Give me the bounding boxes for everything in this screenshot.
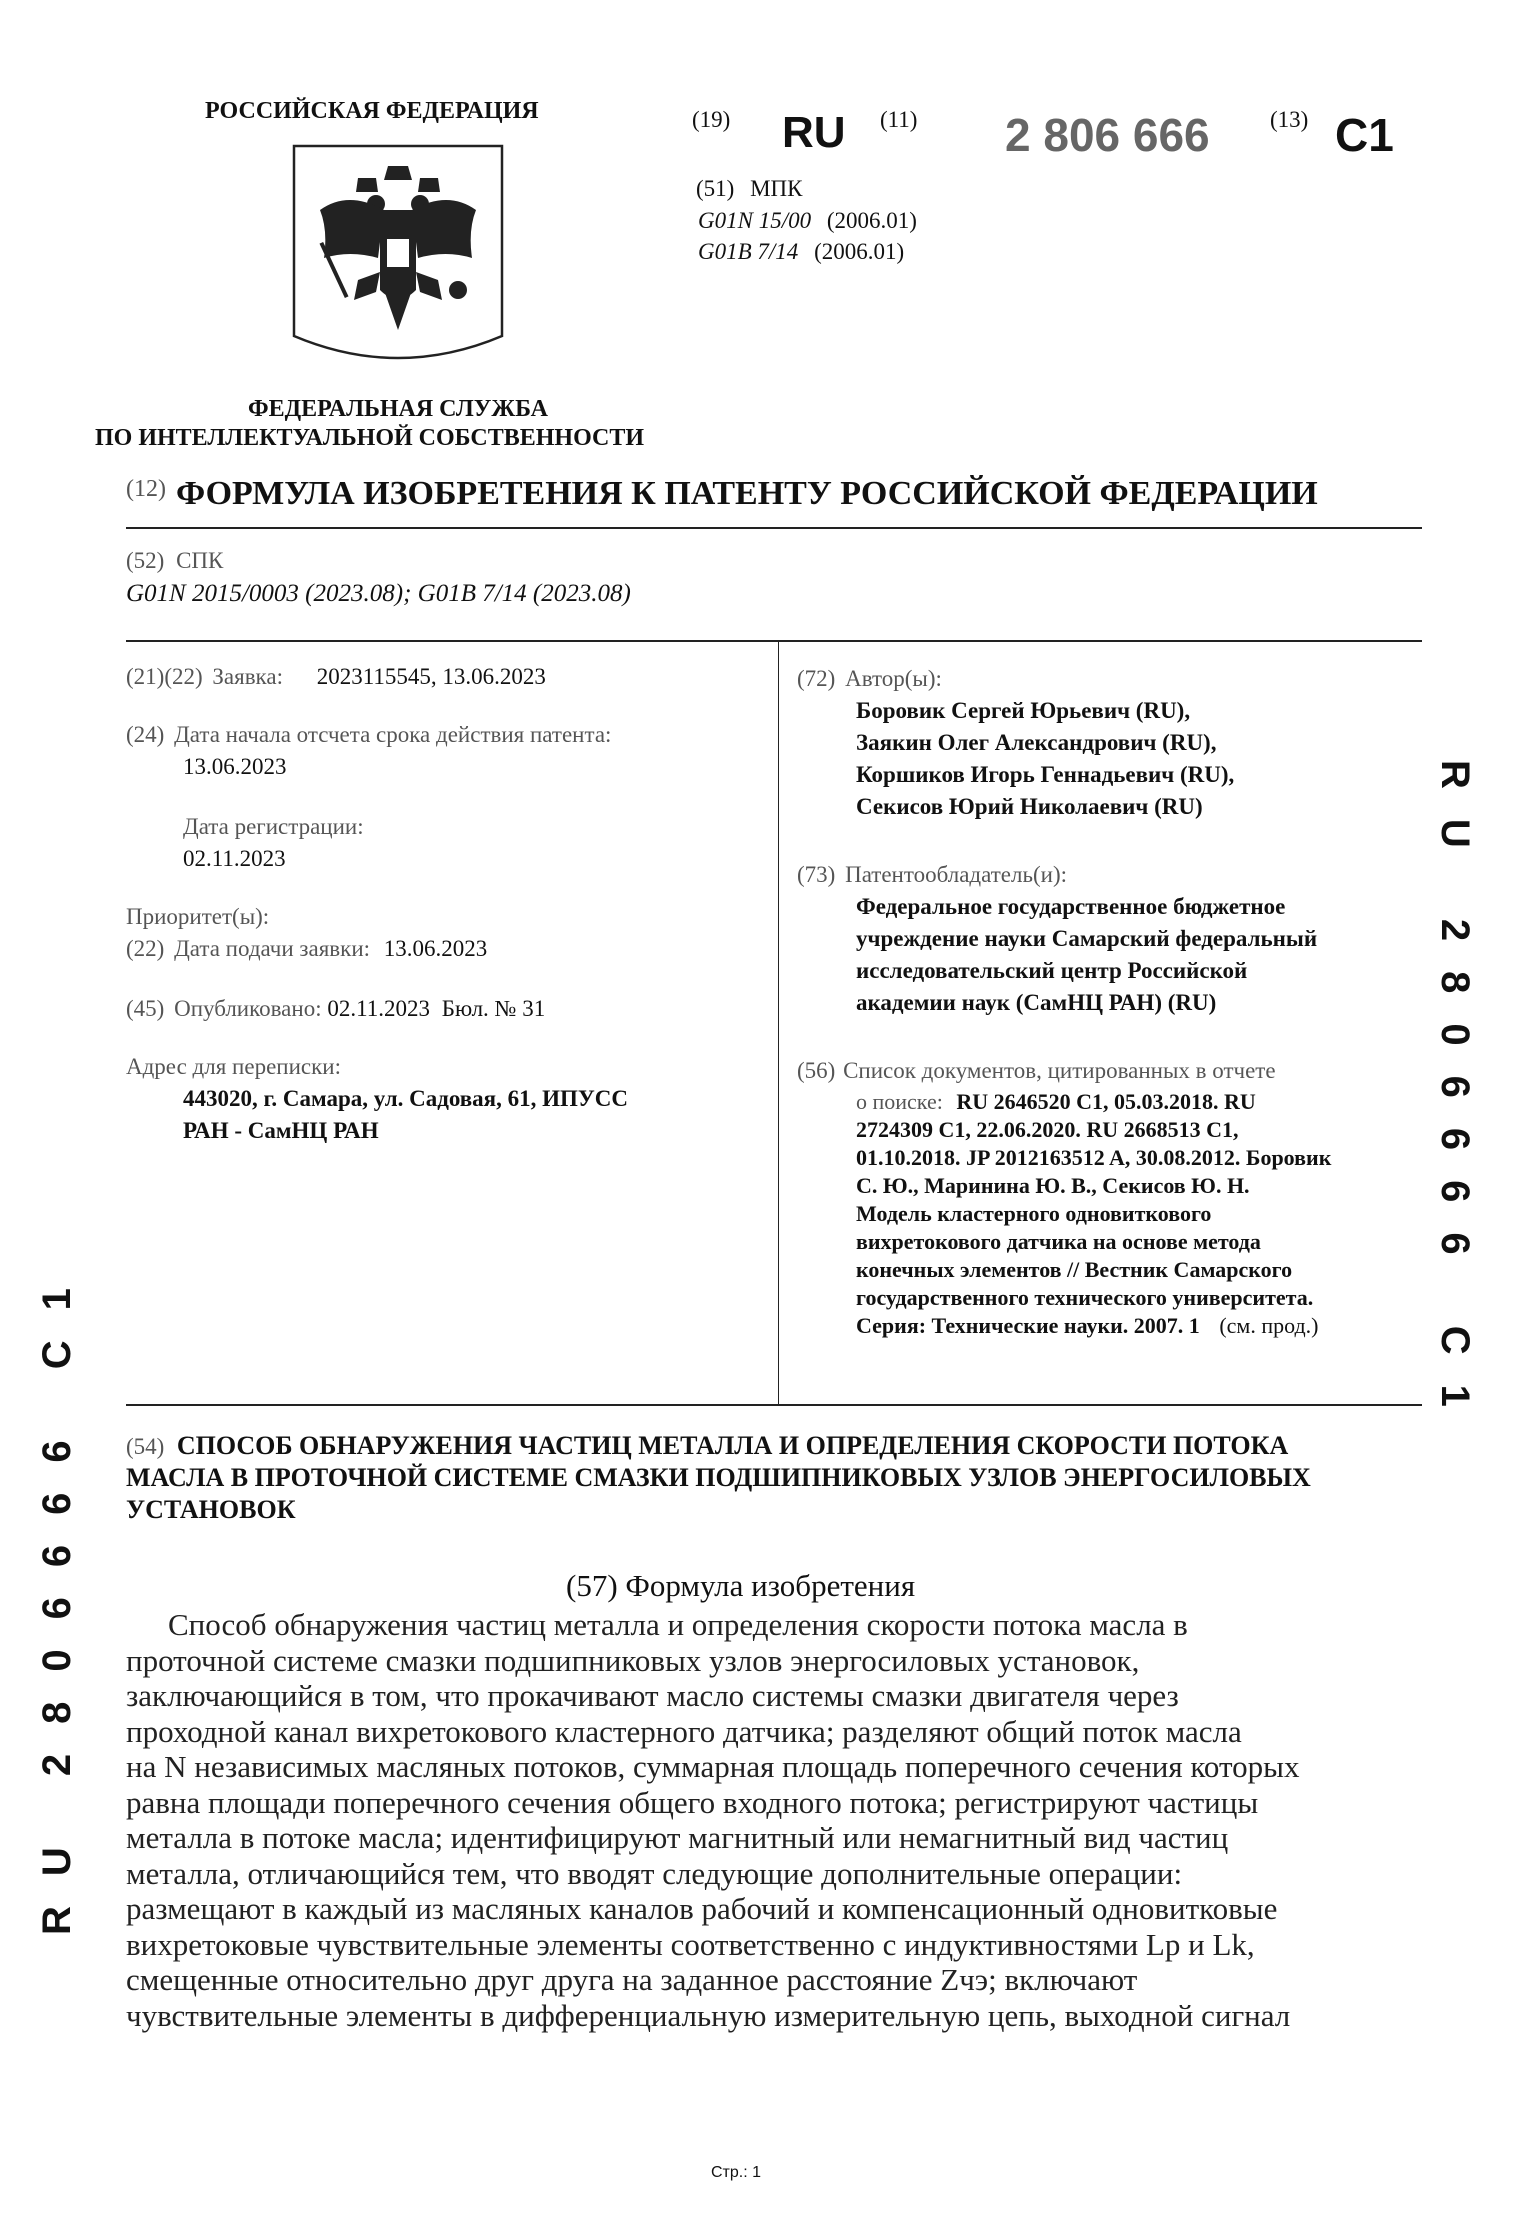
spk-code: (52) bbox=[126, 548, 165, 573]
cited-line-2: 2724309 C1, 22.06.2020. RU 2668513 C1, bbox=[856, 1117, 1239, 1142]
invention-code: (54) bbox=[126, 1434, 165, 1459]
spk-label: СПК bbox=[176, 548, 224, 573]
invention-title-line-3: УСТАНОВОК bbox=[126, 1495, 296, 1524]
page-number: Стр.: 1 bbox=[711, 2164, 762, 2181]
formula-line: смещенные относительно друг друга на заданное расстояние Zчэ; включают bbox=[126, 1962, 1138, 1997]
filing-value: 13.06.2023 bbox=[383, 936, 488, 961]
mpk-code: (51) bbox=[696, 176, 735, 201]
start-date-code: (24) bbox=[126, 722, 165, 747]
agency-line-2: ПО ИНТЕЛЛЕКТУАЛЬНОЙ СОБСТВЕННОСТИ bbox=[95, 425, 645, 451]
spk-value: G01N 2015/0003 (2023.08); G01B 7/14 (2023.08) bbox=[126, 580, 631, 607]
mpk-entry-2 bbox=[698, 237, 904, 267]
formula-text bbox=[126, 1607, 1421, 2033]
formula-line: чувствительные элементы в дифференциальную измерительную цепь, выходной сигнал bbox=[126, 1997, 1291, 2033]
cited-line-7: конечных элементов // Вестник Самарского bbox=[856, 1257, 1293, 1282]
patent-number: 2 806 666 bbox=[1005, 109, 1210, 161]
authors-heading bbox=[797, 664, 942, 694]
spk-heading bbox=[126, 546, 223, 576]
cited-line-4: С. Ю., Маринина Ю. В., Секисов Ю. Н. bbox=[856, 1173, 1250, 1198]
coat-of-arms-emblem bbox=[288, 140, 508, 370]
formula-heading: (57) Формула изобретения bbox=[566, 1568, 916, 1603]
formula-line: на N независимых масляных потоков, суммарная площадь поперечного сечения которых bbox=[126, 1749, 1300, 1784]
published-value: 02.11.2023 bbox=[327, 996, 430, 1021]
application-label: Заявка: bbox=[212, 664, 283, 689]
owner-line-1: Федеральное государственное бюджетное bbox=[856, 894, 1286, 919]
owner-line-4: академии наук (СамНЦ РАН) (RU) bbox=[856, 990, 1217, 1015]
invention-title-text-1: СПОСОБ ОБНАРУЖЕНИЯ ЧАСТИЦ МЕТАЛЛА И ОПРЕДЕЛЕНИЯ СКОРОСТИ ПОТОКА bbox=[176, 1431, 1289, 1460]
cited-line-1 bbox=[856, 1088, 1256, 1116]
application-code: (21)(22) bbox=[126, 664, 203, 689]
section-divider-bottom bbox=[126, 1404, 1422, 1406]
owner-label: Патентообладатель(и): bbox=[845, 862, 1067, 887]
author-2: Заякин Олег Александрович (RU), bbox=[856, 730, 1217, 755]
start-date-row bbox=[126, 720, 611, 750]
bulletin-value: Бюл. № 31 bbox=[441, 996, 546, 1021]
formula-line: металла, отличающийся тем, что вводят следующие дополнительные операции: bbox=[126, 1855, 1183, 1891]
application-value: 2023115545, 13.06.2023 bbox=[316, 664, 546, 689]
cited-docs-code: (56) bbox=[797, 1058, 836, 1083]
published-row bbox=[126, 994, 545, 1024]
mpk-version-1: (2006.01) bbox=[826, 208, 917, 233]
mpk-code-1: G01N 15/00 bbox=[698, 208, 812, 233]
address-line-1: 443020, г. Самара, ул. Садовая, 61, ИПУСС bbox=[183, 1086, 629, 1111]
left-side-patent-text: RU 2806666 C1 bbox=[35, 1258, 79, 1935]
title-code: (12) bbox=[126, 476, 166, 502]
formula-line: Способ обнаружения частиц металла и определения скорости потока масла в bbox=[168, 1607, 1188, 1642]
owner-code: (73) bbox=[797, 862, 836, 887]
published-label: Опубликовано: bbox=[174, 996, 322, 1021]
document-title bbox=[126, 475, 1318, 513]
author-3: Коршиков Игорь Геннадьевич (RU), bbox=[856, 762, 1235, 787]
author-4: Секисов Юрий Николаевич (RU) bbox=[856, 794, 1203, 819]
cited-line-6: вихретокового датчика на основе метода bbox=[856, 1229, 1261, 1254]
cited-line-3: 01.10.2018. JP 2012163512 A, 30.08.2012. Боровик bbox=[856, 1145, 1332, 1170]
formula-line: равна площади поперечного сечения общего входного потока; регистрируют частицы bbox=[126, 1784, 1259, 1820]
owner-line-3: исследовательский центр Российской bbox=[856, 958, 1248, 983]
agency-line-1: ФЕДЕРАЛЬНАЯ СЛУЖБА bbox=[248, 396, 548, 422]
formula-line: металла в потоке масла; идентифицируют магнитный или немагнитный вид частиц bbox=[126, 1820, 1229, 1855]
kind-code: C1 bbox=[1335, 109, 1394, 161]
authors-code: (72) bbox=[797, 666, 836, 691]
registration-value: 02.11.2023 bbox=[183, 846, 286, 871]
right-side-patent-text: RU 2806666 C1 bbox=[1433, 760, 1477, 1437]
formula-line: проходной канал вихретокового кластерного датчика; разделяют общий поток масла bbox=[126, 1713, 1242, 1749]
published-code: (45) bbox=[126, 996, 165, 1021]
code-19: (19) bbox=[692, 107, 731, 132]
filing-row bbox=[126, 934, 487, 964]
mpk-code-2: G01B 7/14 bbox=[698, 239, 799, 264]
start-date-value: 13.06.2023 bbox=[183, 754, 287, 779]
title-divider bbox=[126, 527, 1422, 529]
cited-docs-heading bbox=[797, 1056, 1276, 1086]
formula-line: заключающийся в том, что прокачивают масло системы смазки двигателя через bbox=[126, 1678, 1179, 1713]
cited-continued: (см. прод.) bbox=[1219, 1313, 1319, 1338]
author-1: Боровик Сергей Юрьевич (RU), bbox=[856, 698, 1191, 723]
cited-line-1-value: RU 2646520 C1, 05.03.2018. RU bbox=[956, 1089, 1256, 1114]
column-divider bbox=[778, 642, 779, 1404]
address-label: Адрес для переписки: bbox=[126, 1054, 341, 1079]
filing-label: Дата подачи заявки: bbox=[174, 936, 371, 961]
code-13: (13) bbox=[1270, 107, 1309, 132]
authors-label: Автор(ы): bbox=[845, 666, 942, 691]
cited-line-1-label: о поиске: bbox=[856, 1089, 943, 1114]
code-11: (11) bbox=[880, 107, 918, 132]
mpk-label: МПК bbox=[750, 176, 803, 201]
section-divider-top bbox=[126, 640, 1422, 642]
country-code: RU bbox=[782, 108, 846, 157]
mpk-version-2: (2006.01) bbox=[814, 239, 905, 264]
country-name: РОССИЙСКАЯ ФЕДЕРАЦИЯ bbox=[205, 98, 539, 124]
invention-title-line-1 bbox=[126, 1430, 1288, 1463]
cited-docs-label: Список документов, цитированных в отчете bbox=[843, 1058, 1276, 1083]
owner-line-2: учреждение науки Самарский федеральный bbox=[856, 926, 1318, 951]
filing-code: (22) bbox=[126, 936, 165, 961]
start-date-label: Дата начала отсчета срока действия патента: bbox=[174, 722, 612, 747]
cited-line-5: Модель кластерного одновиткового bbox=[856, 1201, 1212, 1226]
invention-title-line-2: МАСЛА В ПРОТОЧНОЙ СИСТЕМЕ СМАЗКИ ПОДШИПНИКОВЫХ УЗЛОВ ЭНЕРГОСИЛОВЫХ bbox=[126, 1463, 1311, 1492]
mpk-entry-1 bbox=[698, 206, 917, 236]
cited-line-8: государственного технического университета. bbox=[856, 1285, 1314, 1310]
owner-heading bbox=[797, 860, 1067, 890]
formula-line: проточной системе смазки подшипниковых узлов энергосиловых установок, bbox=[126, 1642, 1140, 1678]
cited-line-9 bbox=[856, 1312, 1318, 1340]
formula-line: размещают в каждый из масляных каналов рабочий и компенсационный одновитковые bbox=[126, 1891, 1278, 1926]
title-text: ФОРМУЛА ИЗОБРЕТЕНИЯ К ПАТЕНТУ РОССИЙСКОЙ ФЕДЕРАЦИИ bbox=[175, 475, 1318, 512]
cited-line-9-text: Серия: Технические науки. 2007. 1 bbox=[856, 1313, 1200, 1338]
formula-line: вихретоковые чувствительные элементы соответственно с индуктивностями Lp и Lk, bbox=[126, 1926, 1255, 1962]
registration-label: Дата регистрации: bbox=[183, 814, 364, 839]
mpk-heading bbox=[696, 174, 802, 204]
priority-label: Приоритет(ы): bbox=[126, 904, 270, 929]
address-line-2: РАН - СамНЦ РАН bbox=[183, 1118, 379, 1143]
application-row bbox=[126, 662, 546, 692]
